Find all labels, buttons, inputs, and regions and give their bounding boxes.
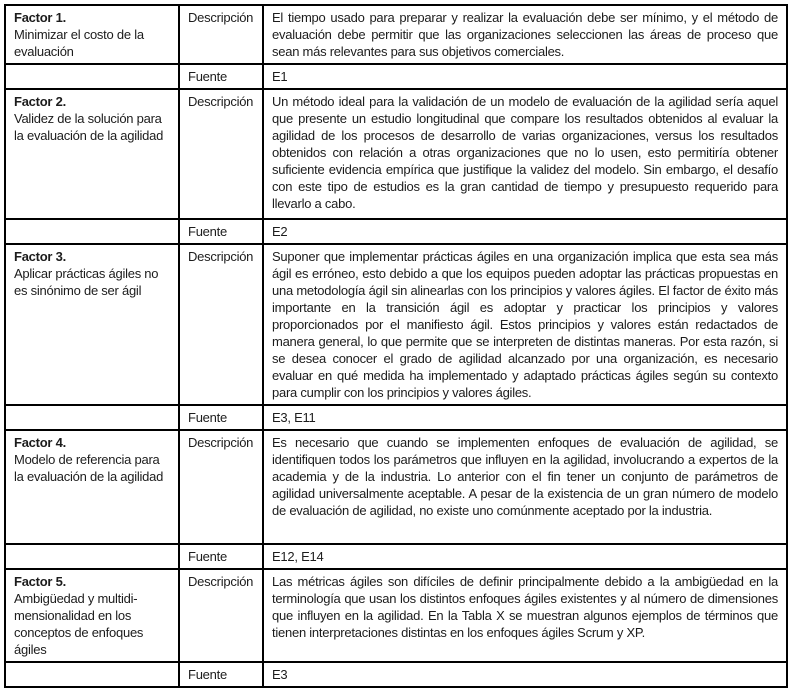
factor-4-name: Modelo de referencia para la evaluación de la agilidad (14, 452, 164, 484)
factor-3-source-text: E3, E11 (263, 405, 787, 430)
factor-2-source-row (5, 219, 787, 244)
factor-4-source-row (5, 544, 787, 569)
factor-3-name: Aplicar prácticas ágiles no es sinónimo de ser ágil (14, 266, 159, 298)
factor-1-source-label: Fuente (179, 64, 263, 89)
factor-1-source-text: E1 (263, 64, 787, 89)
factor-2-empty-cell (5, 219, 179, 244)
factor-5-name: Ambigüedad y multidi-mensionalidad en los conceptos de enfoques ágiles (14, 591, 144, 657)
factor-5-title: Factor 5. (14, 574, 66, 589)
factor-4-description-row (5, 430, 787, 544)
factor-5-description-label: Descripción (179, 569, 263, 662)
factor-3-description-row (5, 244, 787, 405)
factor-2-name: Validez de la solución para la evaluación de la agilidad (14, 111, 164, 143)
factor-5-empty-cell (5, 662, 179, 687)
factor-5-source-label: Fuente (179, 662, 263, 687)
factor-2-title: Factor 2. (14, 94, 66, 109)
factor-1-name: Minimizar el costo de la evaluación (14, 27, 144, 59)
factor-2-description-row (5, 89, 787, 219)
factor-3-empty-cell (5, 405, 179, 430)
factor-4-description-text: Es necesario que cuando se implementen enfoques de evaluación de agilidad, se identifiquen todos los parámetros que influyen en la agilidad, involucrando a expertos de la academia y de la industria. Lo anterior con el fin tener un conjunto de parámetros de agilidad universalmente aceptable. A pesar de la existencia de un gran número de modelo de evaluación de agilidad, no existe uno comúnmente aceptado por la industria. (263, 430, 787, 544)
factor-2-cell (5, 89, 179, 219)
factor-4-cell (5, 430, 179, 544)
factor-1-description-label: Descripción (179, 5, 263, 64)
factor-1-source-row (5, 64, 787, 89)
factor-3-source-row (5, 405, 787, 430)
factor-3-title: Factor 3. (14, 249, 66, 264)
factor-5-source-text: E3 (263, 662, 787, 687)
factor-1-title: Factor 1. (14, 10, 66, 25)
factor-4-title: Factor 4. (14, 435, 66, 450)
factor-3-source-label: Fuente (179, 405, 263, 430)
factor-2-source-text: E2 (263, 219, 787, 244)
factor-2-source-label: Fuente (179, 219, 263, 244)
factors-table (4, 4, 788, 688)
factor-1-description-row (5, 5, 787, 64)
factor-2-description-text: Un método ideal para la validación de un modelo de evaluación de la agilidad sería aquel que presente un estudio longitudinal que compare los resultados obtenidos al evaluar la agilidad de los procesos de desarrollo de varias organizaciones, versus los resultados obtenidos con relación a otras organizaciones que no lo usen, esto permitiría obtener suficiente evidencia empírica que justifique la validez del modelo. Sin embargo, el desafío con este tipo de estudios es la gran cantidad de tiempo y presupuesto requerido para llevarlo a cabo. (263, 89, 787, 219)
factor-1-description-text: El tiempo usado para preparar y realizar la evaluación debe ser mínimo, y el método de evaluación debe permitir que las organizaciones seleccionen las áreas de proceso que sean más relevantes para sus objetivos comerciales. (263, 5, 787, 64)
factor-4-empty-cell (5, 544, 179, 569)
factor-2-description-label: Descripción (179, 89, 263, 219)
factor-5-source-row (5, 662, 787, 687)
factor-3-description-text: Suponer que implementar prácticas ágiles en una organización implica que esta sea más ágil es erróneo, esto debido a que los equipos pueden adoptar las prácticas propuestas en una metodología ágil sin alinearlas con los principios y valores ágiles. El factor de éxito más importante en la transición ágil es adoptar y practicar los principios y valores proporcionados por el manifiesto ágil. Estos principios y valores están redactados de manera general, lo que permite que se interpreten de distintas maneras. Por esta razón, si se desea conocer el grado de agilidad alcanzado por una organización, es necesario evaluar en qué medida ha implementado y adaptado prácticas ágiles según su contexto para cumplir con los principios y valores ágiles. (263, 244, 787, 405)
factor-5-description-text: Las métricas ágiles son difíciles de definir principalmente debido a la ambigüedad en la terminología que usan los distintos enfoques ágiles existentes y al número de dimensiones que influyen en la agilidad. En la Tabla X se muestran algunos ejemplos de términos que tienen interpretaciones distintas en los enfoques ágiles Scrum y XP. (263, 569, 787, 662)
factor-5-description-row (5, 569, 787, 662)
factor-1-cell (5, 5, 179, 64)
factor-3-description-label: Descripción (179, 244, 263, 405)
factor-3-cell (5, 244, 179, 405)
factor-1-empty-cell (5, 64, 179, 89)
factor-4-source-label: Fuente (179, 544, 263, 569)
factor-4-source-text: E12, E14 (263, 544, 787, 569)
factor-4-description-label: Descripción (179, 430, 263, 544)
factor-5-cell (5, 569, 179, 662)
